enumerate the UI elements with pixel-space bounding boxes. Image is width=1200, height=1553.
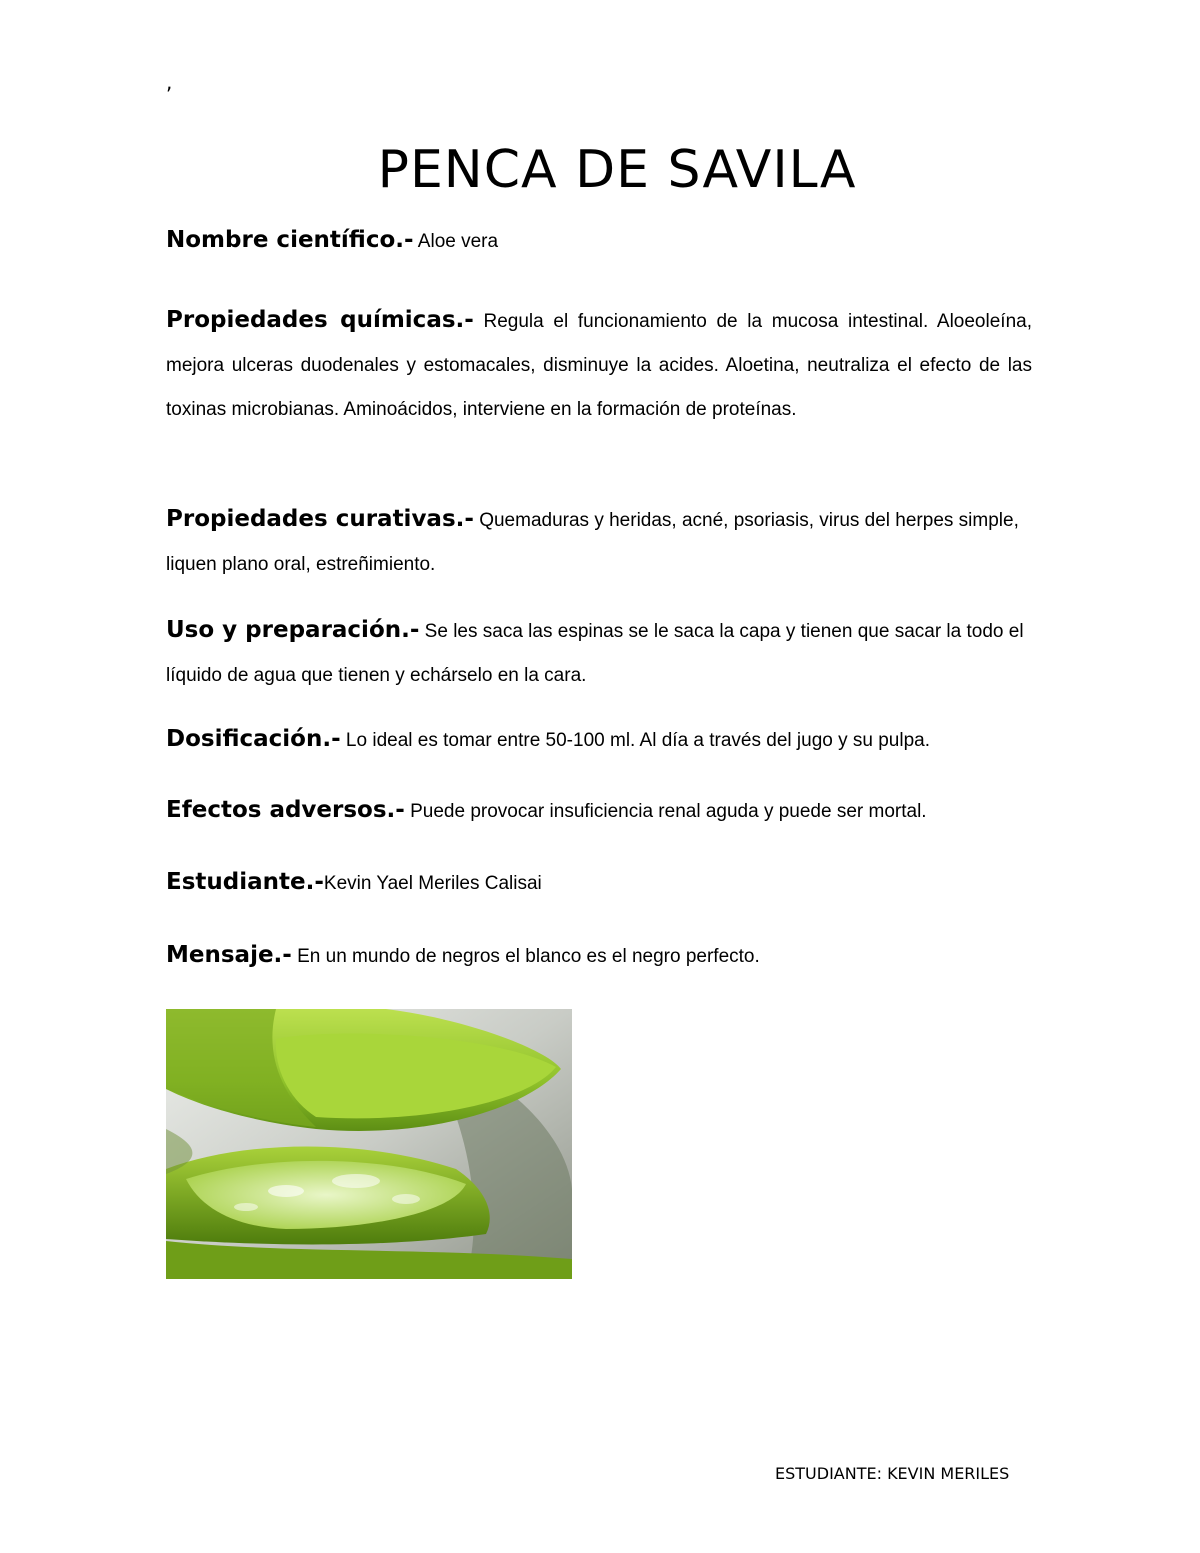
section-label: Dosificación.-	[166, 726, 341, 752]
aloe-vera-photo	[166, 1009, 572, 1279]
section-label: Uso y preparación.-	[166, 617, 420, 643]
section-text: Puede provocar insuficiencia renal aguda y puede ser mortal.	[404, 801, 927, 822]
section-dosificacion	[166, 726, 1032, 752]
section-text: Kevin Yael Meriles Calisai	[323, 873, 542, 894]
section-label: Mensaje.-	[166, 942, 292, 968]
section-text: En un mundo de negros el blanco es el negro perfecto.	[291, 946, 760, 967]
section-propiedades-quimicas	[166, 298, 1032, 432]
section-label: Estudiante.-	[166, 869, 324, 895]
section-label: Propiedades químicas.-	[166, 307, 474, 333]
section-text: Regula el funcionamiento de la mucosa intestinal. Aloeoleína, mejora ulceras duodenales y estomacales, disminuye la acides. Aloetina, neutraliza el efecto de las toxinas microbianas. Aminoácidos, interviene en la formación de proteínas.	[166, 311, 1032, 420]
page-footer: ESTUDIANTE: KEVIN MERILES	[775, 1464, 1010, 1483]
section-nombre-cientifico	[166, 227, 1032, 253]
aloe-vera-illustration	[166, 1009, 572, 1279]
section-text: Quemaduras y heridas, acné, psoriasis, virus del herpes simple, liquen plano oral, estreñimiento.	[166, 510, 1019, 575]
section-text: Lo ideal es tomar entre 50-100 ml. Al día a través del jugo y su pulpa.	[340, 730, 930, 751]
section-uso-preparacion	[166, 608, 1032, 698]
section-propiedades-curativas	[166, 497, 1032, 587]
top-mark: ,	[166, 70, 173, 94]
section-mensaje	[166, 942, 1032, 968]
document-title: PENCA DE SAVILA	[377, 140, 857, 200]
section-text: Se les saca las espinas se le saca la capa y tienen que sacar la todo el líquido de agua que tienen y echárselo en la cara.	[166, 621, 1024, 686]
section-text: Aloe vera	[413, 231, 499, 252]
section-efectos-adversos	[166, 797, 1032, 823]
section-label: Propiedades curativas.-	[166, 506, 474, 532]
section-label: Efectos adversos.-	[166, 797, 405, 823]
section-estudiante	[166, 869, 1032, 895]
section-label: Nombre científico.-	[166, 227, 414, 253]
